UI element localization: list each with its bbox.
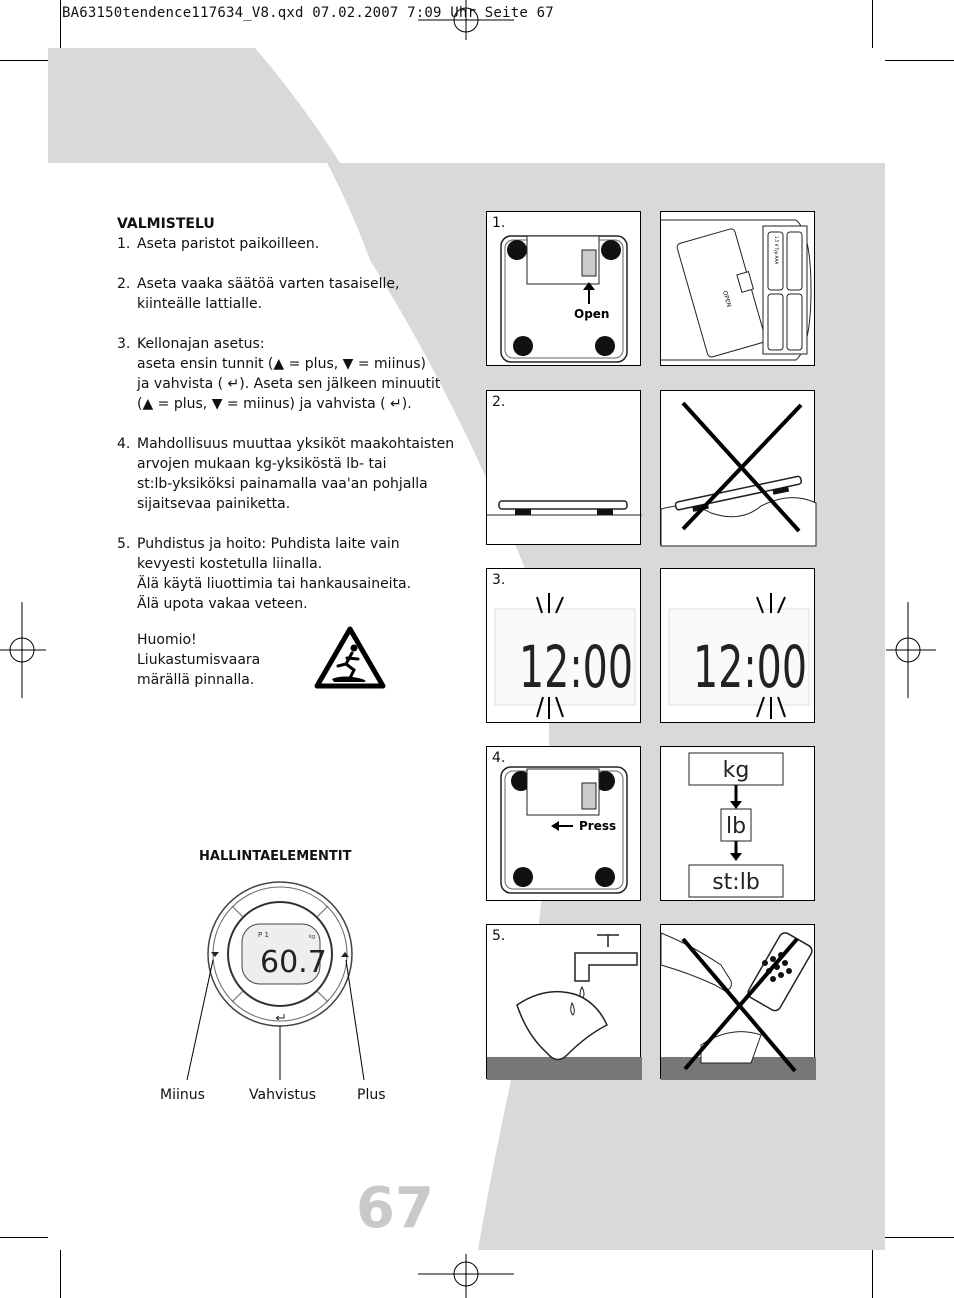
registration-mark-right	[886, 600, 954, 700]
unit-lb: lb	[725, 814, 747, 839]
open-tab-label: OPEN	[721, 290, 733, 308]
label-minus: Miinus	[160, 1087, 205, 1103]
battery-label: 1,5 V Typ AAA	[774, 236, 779, 265]
figure-panel-5-no-chemicals	[660, 924, 815, 1079]
instructions	[117, 214, 457, 634]
press-label: Press	[579, 819, 617, 833]
figure-panel-4-units	[660, 746, 815, 901]
file-header: BA63150tendence117634_V8.qxd 07.02.2007 7:09 Uhr Seite 67	[62, 5, 554, 21]
list-item: 4. Mahdollisuus muuttaa yksiköt maakohtaisten arvojen mukaan kg-yksiköstä lb- tai st:lb-yksiköksi painamalla vaa'an pohjalla sijaitsevaa painiketta.	[117, 436, 455, 512]
figure-panel-5-cleaning: 5.	[486, 924, 641, 1079]
figure-panel-3-clock-hours: 3. 12:00	[486, 568, 641, 723]
controls-title: HALLINTAELEMENTIT	[199, 849, 352, 864]
clock-display: 12:00	[519, 633, 633, 701]
display-unit: kg	[309, 934, 316, 940]
figure-panel-4-press: 4. Press	[486, 746, 641, 901]
display-prefix: P 1	[258, 931, 269, 939]
label-confirm: Vahvistus	[249, 1087, 317, 1103]
figure-panel-2-crossed	[660, 390, 815, 545]
instructions-title: VALMISTELU	[117, 216, 215, 232]
figure-panel-1-scale: 1. Open	[486, 211, 641, 366]
list-item: 5. Puhdistus ja hoito: Puhdista laite vain kevyesti kostetulla liinalla. Älä käytä liuottimia tai hankausaineita. Älä upota vakaa veteen.	[117, 536, 412, 612]
slip-warning: Huomio! Liukastumisvaara märällä pinnalla.	[137, 632, 261, 688]
slippery-warning-icon	[314, 626, 386, 690]
label-plus: Plus	[357, 1087, 386, 1103]
display-value: 60.7	[260, 945, 327, 980]
figure-panel-2-flat: 2.	[486, 390, 641, 545]
control-panel-diagram	[150, 880, 410, 1080]
unit-kg: kg	[722, 758, 750, 783]
figure-panel-1-battery	[660, 211, 815, 366]
list-item: 3. Kellonajan asetus: aseta ensin tunnit (▲ = plus, ▼ = miinus) ja vahvista ( ↵). Aseta sen jälkeen minuutit (▲ = plus, ▼ = miinus) ja vahvista ( ↵).	[117, 336, 441, 412]
unit-stlb: st:lb	[712, 870, 760, 895]
registration-mark-left	[0, 600, 48, 700]
registration-mark-bottom	[418, 1250, 518, 1298]
list-item: 1. Aseta paristot paikoilleen.	[117, 236, 320, 252]
figure-panel-3-clock-minutes	[660, 568, 815, 723]
page-number: 67	[356, 1176, 434, 1241]
clock-display: 12:00	[693, 633, 807, 701]
list-item: 2. Aseta vaaka säätöä varten tasaiselle, kiinteälle lattialle.	[117, 276, 400, 312]
open-label: Open	[574, 307, 610, 321]
instruction-list	[117, 234, 457, 614]
